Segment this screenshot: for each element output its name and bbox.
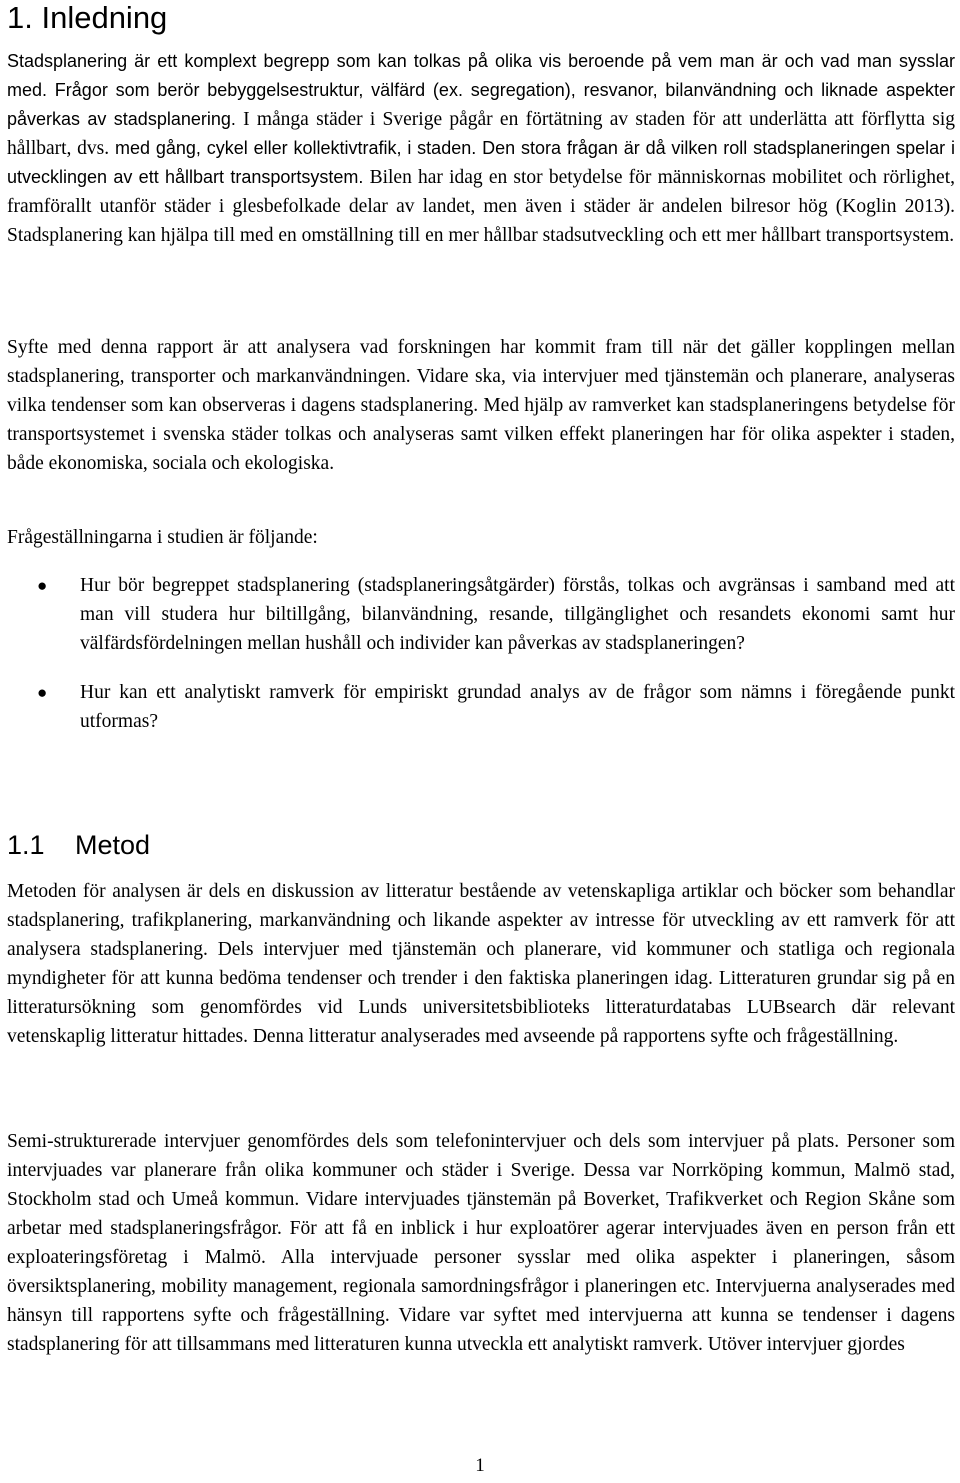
paragraph-intro-part4: Den stora frågan är då vilken roll stadsplaneringen spelar i utvecklingen av ett hållbart transportsystem.: [7, 138, 955, 187]
paragraph-intro-part2: I många städer i Sverige pågår en förtätning av staden för att underlätta att förflytta sig hållbart, dvs.: [7, 109, 955, 159]
question-text: Hur bör begreppet stadsplanering (stadsplaneringsåtgärder) förstås, tolkas och avgränsas i samband med att man vill studera hur biltillgång, bilanvändning, resande, tillgänglighet och resandets ekonomi samt hur välfärdsfördelningen mellan hushåll och individer kan påverkas av stadsplaneringen?: [80, 575, 955, 654]
paragraph-intro-part3: med gång, cykel eller kollektivtrafik, i staden.: [109, 138, 477, 158]
paragraph-intro-part1: Stadsplanering är ett komplext begrepp som kan tolkas på olika vis beroende på vem man är och vad man sysslar med. Frågor som berör bebyggelsestruktur, välfärd (ex. segregation), resvanor, bilanvändning och liknade aspekter påverkas av stadsplanering.: [7, 51, 955, 129]
paragraph-syfte: Syfte med denna rapport är att analysera vad forskningen har kommit fram till när det gäller kopplingen mellan stadsplanering, transporter och markanvändningen. Vidare ska, via intervjuer med tjänstemän och planerare, analyseras vilka tendenser som kan observeras i dagens stadsplanering. Med hjälp av ramverket kan stadsplaneringens betydelse för transportsystemet i svenska städer tolkas och analyseras samt vilken effekt planeringen har för olika aspekter i staden, både ekonomiska, sociala och ekologiska.: [7, 337, 955, 474]
question-item: [7, 678, 955, 736]
paragraph-metod-1: Metoden för analysen är dels en diskussion av litteratur bestående av vetenskapliga artiklar och böcker som behandlar stadsplanering, trafikplanering, markanvändning och likande aspekter av intresse för utveckling av ett ramverk för att analysera stadsplanering. Dels intervjuer med tjänstemän och planerare, vid kommuner och statliga och regionala myndigheter för att kunna bedöma tendenser och trender i den faktiska planeringen idag. Litteraturen grundar sig på en litteratursökning som genomfördes vid Lunds universitetsbiblioteks litteraturdatabas LUBsearch där relevant vetenskaplig litteratur hittades. Denna litteratur analyserades med avseende på rapportens syfte och frågeställning.: [7, 881, 955, 1047]
bullet-icon: ●: [37, 576, 48, 595]
paragraph-metod-2: Semi-strukturerade intervjuer genomfördes dels som telefonintervjuer och dels som intervjuer på plats. Personer som intervjuades var planerare från olika kommuner och städer i Sverige. Dessa var Norrköping kommun, Malmö stad, Stockholm stad och Umeå kommun. Vidare intervjuades tjänstemän på Boverket, Trafikverket och Region Skåne som arbetar med stadsplaneringsfrågor. För att få en inblick i hur exploatörer agerar intervjuades även en person från ett exploateringsföretag i Malmö. Alla intervjuade personer sysslar med olika aspekter i planeringen, såsom översiktsplanering, mobility management, regionala samordningsfrågor i planeringen etc. Intervjuerna analyserades med hänsyn till rapportens syfte och frågeställning. Vidare var syftet med intervjuerna att kunna se tendenser i dagens stadsplanering för att tillsammans med litteraturen kunna utveckla ett analytiskt ramverk. Utöver intervjuer gjordes: [7, 1131, 955, 1355]
question-list: [7, 571, 955, 756]
paragraph-fragestallningar: Frågeställningarna i studien är följande:: [7, 527, 318, 548]
paragraph-intro-part5: Bilen har idag en stor betydelse för människornas mobilitet och rörlighet, framförallt utanför städer i glesbefolkade delar av landet, men även i städer är andelen bilresor hög (Koglin 2013). Stadsplanering kan hjälpa till med en omställning till en mer hållbar stadsutveckling och ett mer hållbart transportsystem.: [7, 167, 956, 246]
heading-metod-number: 1.1: [7, 830, 45, 860]
question-item: [7, 571, 955, 658]
question-text: Hur kan ett analytiskt ramverk för empiriskt grundad analys av de frågor som nämns i föregående punkt utformas?: [80, 682, 955, 732]
paragraph-intro: [7, 47, 955, 250]
heading-inledning: 1. Inledning: [7, 0, 168, 35]
heading-metod: [7, 828, 150, 862]
bullet-icon: ●: [37, 683, 48, 702]
page-number: 1: [475, 1455, 485, 1476]
heading-metod-text: Metod: [75, 830, 151, 860]
